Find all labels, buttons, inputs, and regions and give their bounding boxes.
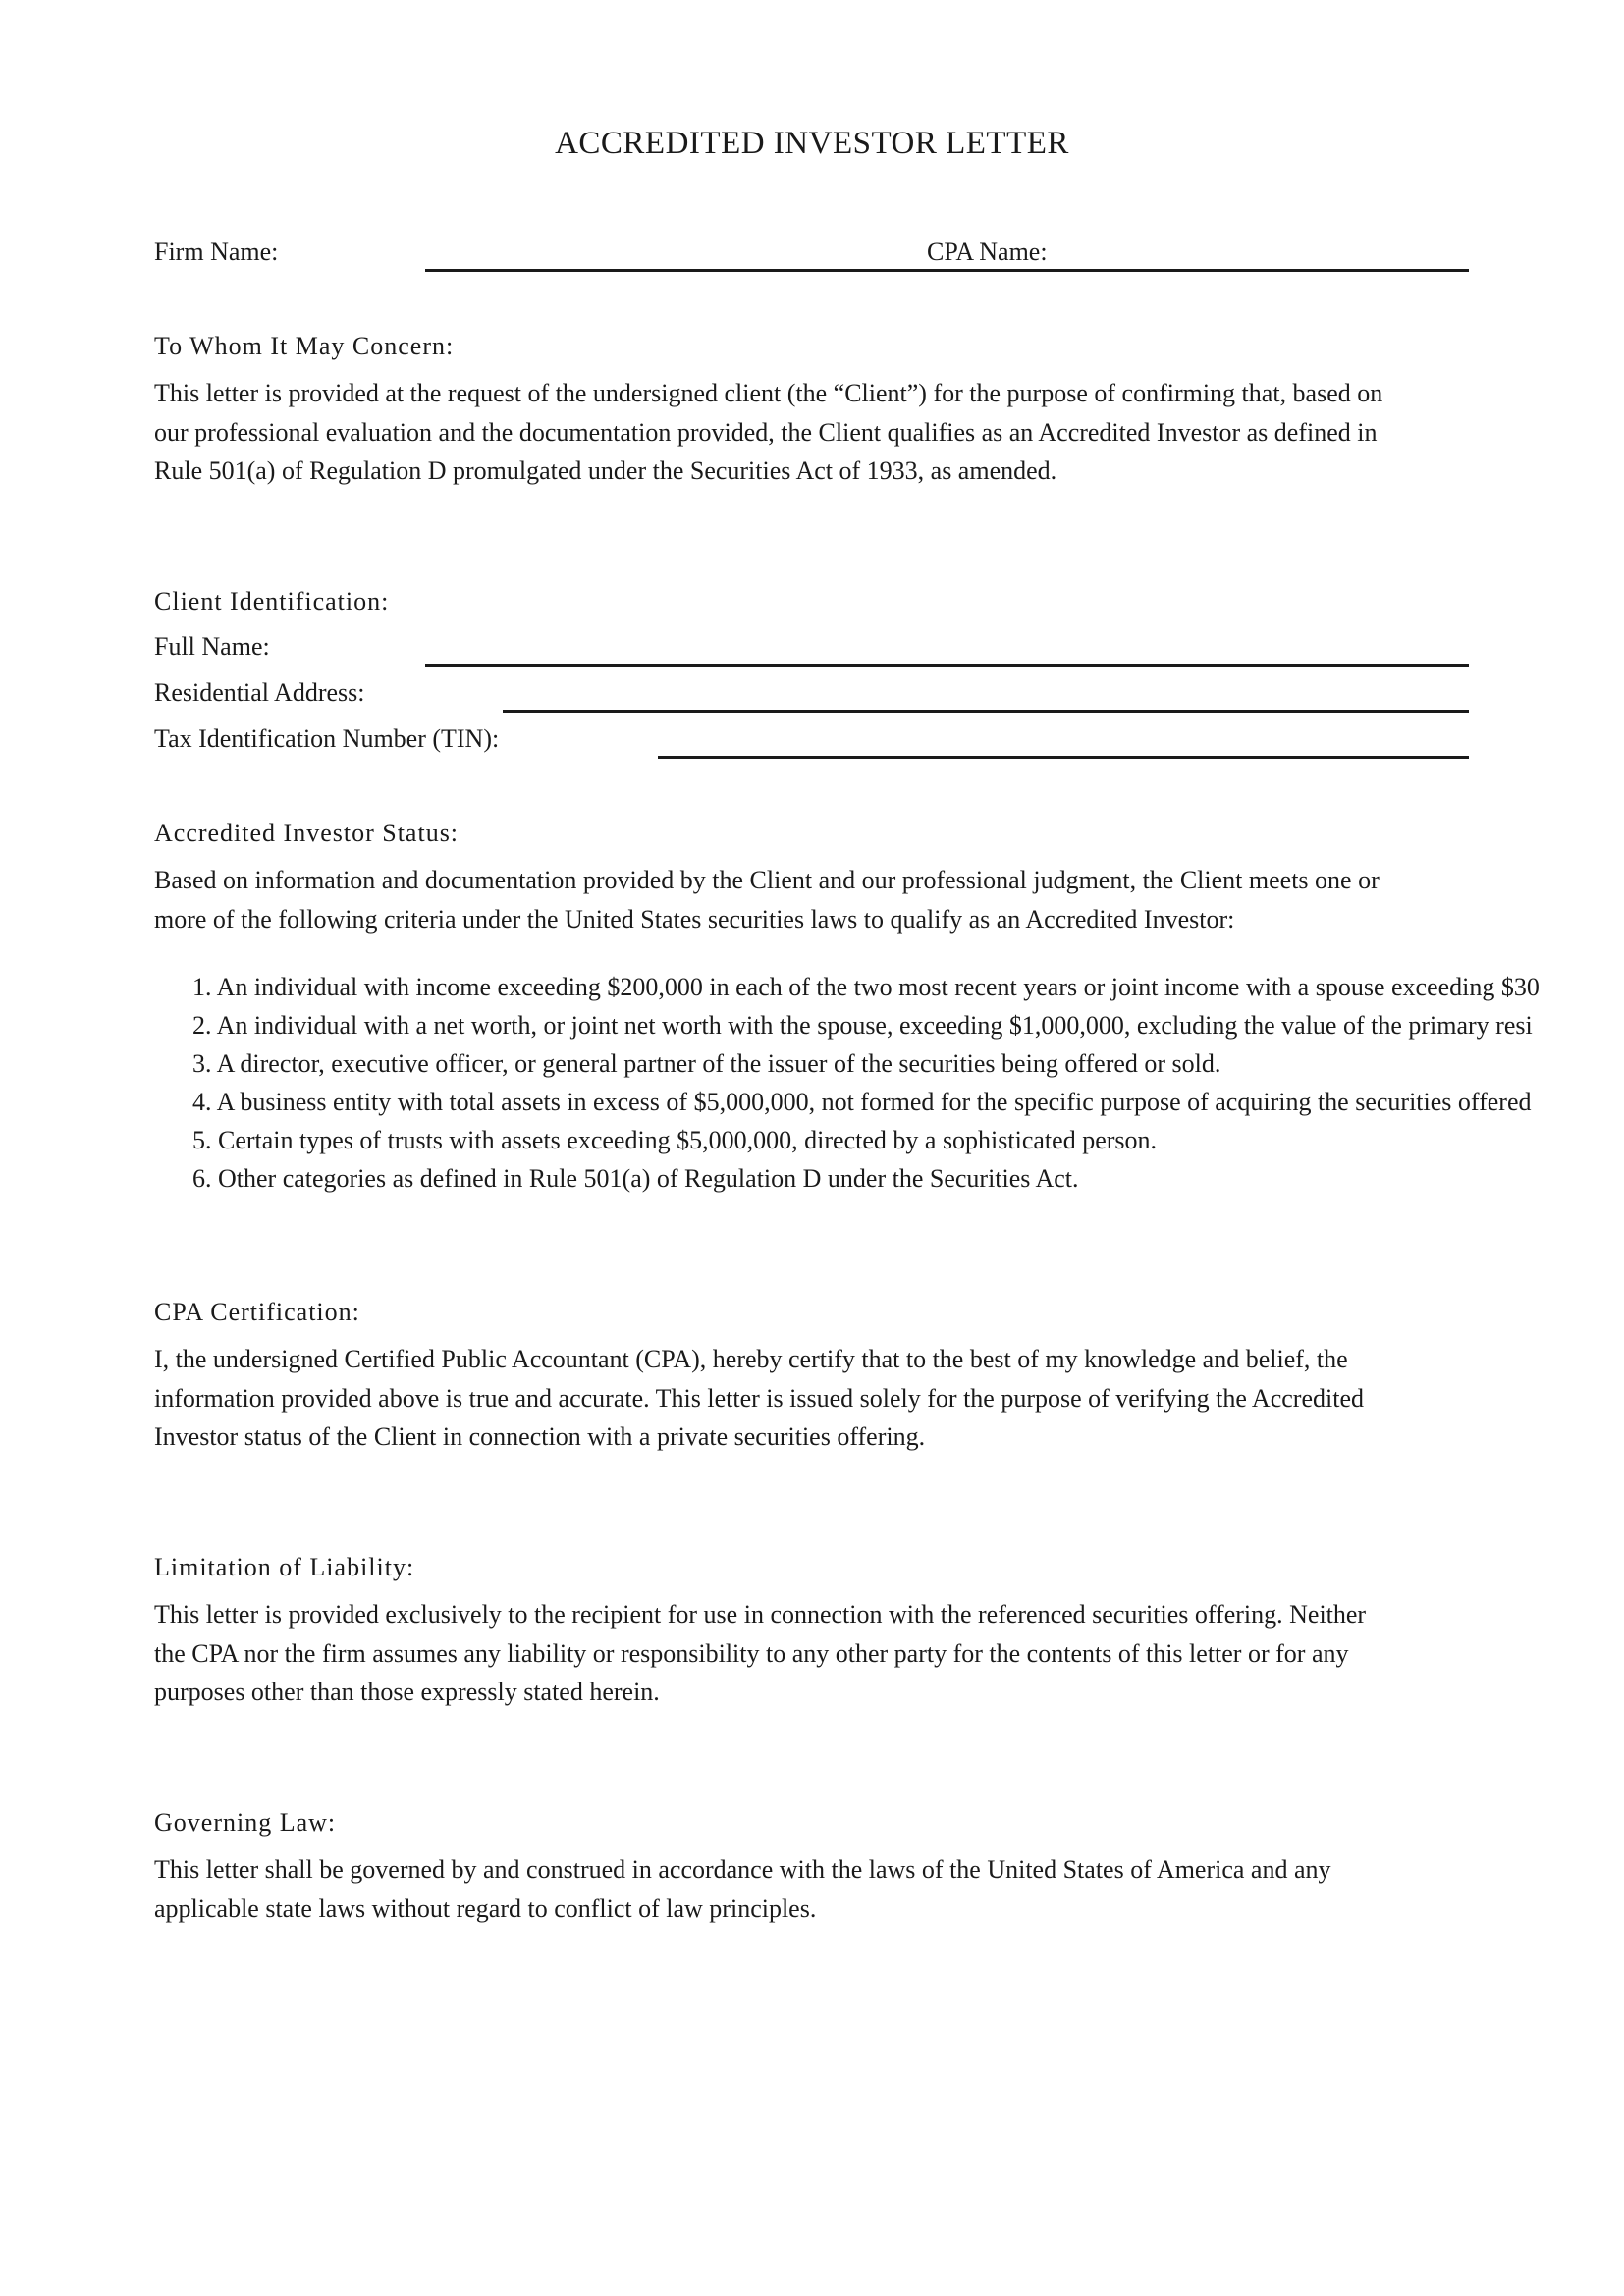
- tin-label: Tax Identification Number (TIN):: [154, 724, 500, 753]
- criteria-item: 2. An individual with a net worth, or joint net worth with the spouse, exceeding $1,000,000, excluding the value of the primary resi: [192, 1011, 1533, 1040]
- cpa-certification-line: Investor status of the Client in connection with a private securities offering.: [154, 1422, 926, 1451]
- intro-line: This letter is provided at the request of the undersigned client (the “Client”) for the purpose of confirming that, based on: [154, 379, 1383, 407]
- intro-paragraph: [154, 374, 1480, 491]
- residential-address-field[interactable]: [503, 710, 1469, 713]
- full-name-field[interactable]: [425, 664, 1469, 667]
- accredited-status-line: more of the following criteria under the United States securities laws to qualify as an Accredited Investor:: [154, 904, 1235, 934]
- limitation-of-liability-line: the CPA nor the firm assumes any liability or responsibility to any other party for the contents of this letter or for any: [154, 1638, 1349, 1668]
- cpa-name-label: CPA Name:: [927, 238, 1048, 266]
- limitation-of-liability-line: purposes other than those expressly stated herein.: [154, 1678, 660, 1706]
- cpa-certification-line: I, the undersigned Certified Public Accountant (CPA), hereby certify that to the best of my knowledge and belief, the: [154, 1345, 1348, 1373]
- limitation-of-liability-line: This letter is provided exclusively to the recipient for use in connection with the referenced securities offering. Neither: [154, 1600, 1367, 1629]
- residential-address-label: Residential Address:: [154, 678, 365, 707]
- criteria-item: 3. A director, executive officer, or general partner of the issuer of the securities being offered or sold.: [192, 1049, 1221, 1078]
- intro-line: our professional evaluation and the documentation provided, the Client qualifies as an Accredited Investor as defined in: [154, 417, 1378, 447]
- criteria-item: 1. An individual with income exceeding $200,000 in each of the two most recent years or joint income with a spouse exceeding $30: [192, 973, 1540, 1001]
- firm-name-field[interactable]: [425, 269, 1469, 272]
- accredited-status-paragraph: [154, 861, 1480, 938]
- criteria-item: 5. Certain types of trusts with assets exceeding $5,000,000, directed by a sophisticated person.: [192, 1126, 1158, 1154]
- cpa-certification-paragraph: [154, 1340, 1480, 1457]
- intro-line: Rule 501(a) of Regulation D promulgated under the Securities Act of 1933, as amended.: [154, 456, 1057, 485]
- criteria-item: 6. Other categories as defined in Rule 501(a) of Regulation D under the Securities Act.: [192, 1164, 1079, 1193]
- accredited-status-heading: Accredited Investor Status:: [154, 819, 460, 847]
- criteria-item: 4. A business entity with total assets in excess of $5,000,000, not formed for the specific purpose of acquiring the securities offered: [192, 1088, 1532, 1116]
- governing-law-paragraph: [154, 1850, 1480, 1928]
- firm-name-label: Firm Name:: [154, 238, 279, 266]
- criteria-list: [192, 968, 1624, 1198]
- intro-heading: To Whom It May Concern:: [154, 332, 455, 360]
- accredited-status-line: Based on information and documentation provided by the Client and our professional judgment, the Client meets one or: [154, 866, 1380, 894]
- governing-law-line: This letter shall be governed by and construed in accordance with the laws of the United States of America and any: [154, 1855, 1331, 1884]
- page-title: ACCREDITED INVESTOR LETTER: [555, 126, 1069, 161]
- full-name-label: Full Name:: [154, 632, 270, 661]
- limitation-of-liability-heading: Limitation of Liability:: [154, 1553, 415, 1581]
- governing-law-line: applicable state laws without regard to conflict of law principles.: [154, 1894, 817, 1923]
- governing-law-heading: Governing Law:: [154, 1808, 337, 1837]
- cpa-certification-line: information provided above is true and accurate. This letter is issued solely for the purpose of verifying the Accredited: [154, 1383, 1364, 1413]
- tin-field[interactable]: [658, 756, 1469, 759]
- client-identification-heading: Client Identification:: [154, 587, 390, 615]
- limitation-of-liability-paragraph: [154, 1595, 1480, 1712]
- cpa-certification-heading: CPA Certification:: [154, 1298, 360, 1326]
